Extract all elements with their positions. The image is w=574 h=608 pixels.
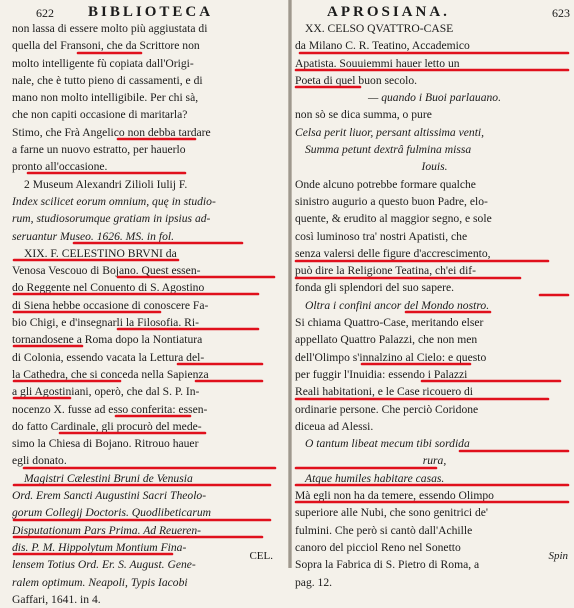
left-running-head: BIBLIOTECA <box>88 4 214 20</box>
text-line: da Milano C. R. Teatino, Accademico <box>295 39 470 53</box>
text-line: do fatto Cardinale, gli procurò del mede- <box>12 419 202 433</box>
text-line: non lassa di essere molto più aggiustata di <box>12 22 208 35</box>
text-line: Stimo, che Frà Angelico non debba tardare <box>12 125 211 139</box>
text-line: XX. CELSO QVATTRO-CASE <box>305 22 454 35</box>
text-line: Atque humiles habitare casas. <box>305 471 445 485</box>
text-line: a gli Agostiniani, operò, che dal S. P. In- <box>12 385 200 399</box>
text-line: Celsa perit liuor, persant altissima venti, <box>295 125 485 139</box>
text-line: Disputationum Pars Prima. Ad Reueren- <box>12 523 202 537</box>
text-line: mano non molto intelligibile. Per chi sà, <box>12 91 199 105</box>
text-line: Iouis. <box>421 160 448 174</box>
text-line: a farne un nuovo estratto, per hauerlo <box>12 143 186 157</box>
text-line: diceua ad Alessi. <box>295 419 374 433</box>
text-line: di Siena hebbe occasione di conoscere Fa- <box>12 298 209 312</box>
text-line: canoro del picciol Reno nel Sonetto <box>295 540 461 554</box>
text-line: dell'Olimpo s'innalzino al Cielo: e questo <box>295 350 487 364</box>
text-line: Ord. Erem Sancti Augustini Sacri Theolo- <box>12 489 207 503</box>
text-line: Venosa Vescouo di Bojano. Quest essen- <box>12 264 201 278</box>
text-line: Index scilicet eorum omnium, quę in studio- <box>12 194 216 208</box>
text-line: lensem Totius Ord. Er. S. August. Gene- <box>12 558 196 572</box>
text-line: la Cathedra, che si conceda nella Sapienza <box>12 367 209 381</box>
text-line: di Colonia, essendo vacata la Lettura del- <box>12 350 205 364</box>
text-line: molto intelligente fù copiata dall'Origi- <box>12 56 194 70</box>
text-line: pag. 12. <box>295 575 333 589</box>
text-line: bio Chigi, e d'insegnarli la Filosofia. Ri- <box>12 316 199 330</box>
text-line: senza valersi delle figure d'accrescimento, <box>295 246 491 260</box>
text-line: non sò se dica summa, o pure <box>295 108 432 122</box>
text-line: quente, & erudito al maggior segno, e sole <box>295 212 492 226</box>
text-line: Gaffari, 1641. in 4. <box>12 592 101 606</box>
text-line: così luminoso tra' nostri Apatisti, che <box>295 229 468 243</box>
left-catchword: CEL. <box>249 550 273 562</box>
text-line: Mà egli non ha da temere, essendo Olimpo <box>295 489 494 503</box>
text-line: Magistri Cælestini Bruni de Venusia <box>24 471 193 485</box>
right-running-head: APROSIANA. <box>327 4 450 20</box>
text-line: Poeta di quel buon secolo. <box>295 73 418 87</box>
text-line: seruantur Museo. 1626. MS. in fol. <box>12 229 174 243</box>
text-line: dis. P. M. Hippolytum Montium Fina- <box>12 540 187 554</box>
text-line: rum, studiosorumque gratiam in ipsius ad- <box>12 212 211 226</box>
right-catchword: Spin <box>548 550 568 562</box>
text-line: ralem optimum. Neapoli, Typis Iacobi <box>12 575 188 589</box>
text-line: che non capiti occasione di maritarla? <box>12 108 188 122</box>
text-line: gorum Collegij Doctoris. Quodlibeticarum <box>12 506 212 520</box>
text-line: Apatista. Souuiemmi hauer letto un <box>295 56 460 70</box>
text-line: fulmini. Che però si cantò dall'Achille <box>295 523 473 537</box>
text-line: rura, <box>422 454 447 468</box>
text-line: può dire la Religione Teatina, ch'ei dif- <box>295 264 477 278</box>
text-line: Oltra i confini ancor del Mondo nostro. <box>305 298 490 312</box>
text-line: Sopra la Fabrica di S. Pietro di Roma, a <box>295 558 480 572</box>
text-line: Reali habitationi, e le Case ricouero di <box>295 385 474 399</box>
text-line: tornandosene a Roma dopo la Nontiatura <box>12 333 203 347</box>
right-page-number: 623 <box>552 6 570 20</box>
text-line: per fuggir l'Inuidia: essendo i Palazzi <box>295 367 468 381</box>
text-line: XIX. F. CELESTINO BRVNI da <box>24 246 177 260</box>
right-page <box>291 0 574 589</box>
text-line: quella del Fransoni, che da Scrittore non <box>12 39 200 53</box>
left-page-text <box>0 20 289 608</box>
text-line: nale, che è tutto pieno di cassamenti, e di <box>12 73 203 87</box>
text-line: ordinarie persone. Che perciò Coridone <box>295 402 479 416</box>
text-line: nocenzo X. fusse ad esso conferita: essen- <box>12 402 208 416</box>
text-line: O tantum libeat mecum tibi sordida <box>305 437 470 451</box>
text-line: Onde alcuno potrebbe formare qualche <box>295 177 476 191</box>
text-line: superiore alle Nubi, che sono genitrici de' <box>295 506 489 520</box>
text-line: do Reggente nel Conuento di S. Agostino <box>12 281 205 295</box>
text-line: sinistro augurio a questo buon Padre, elo- <box>295 194 488 208</box>
text-line: — quando i Buoi parlauano. <box>367 91 501 105</box>
text-line: fonda gli splendori del suo sapere. <box>295 281 455 295</box>
text-line: 2 Museum Alexandri Zilioli Iulij F. <box>24 177 188 191</box>
text-line: simo la Chiesa di Bojano. Ritrouo hauer <box>12 437 199 451</box>
right-page-text <box>291 20 574 591</box>
text-line: Si chiama Quattro-Case, meritando elser <box>295 316 484 330</box>
text-line: pronto all'occasione. <box>12 160 108 174</box>
text-line: egli donato. <box>12 454 67 468</box>
text-line: appellato Quattro Palazzi, che non men <box>295 333 478 347</box>
left-page-number: 622 <box>36 6 54 20</box>
text-line: Summa petunt dextrâ fulmina missa <box>305 143 472 157</box>
